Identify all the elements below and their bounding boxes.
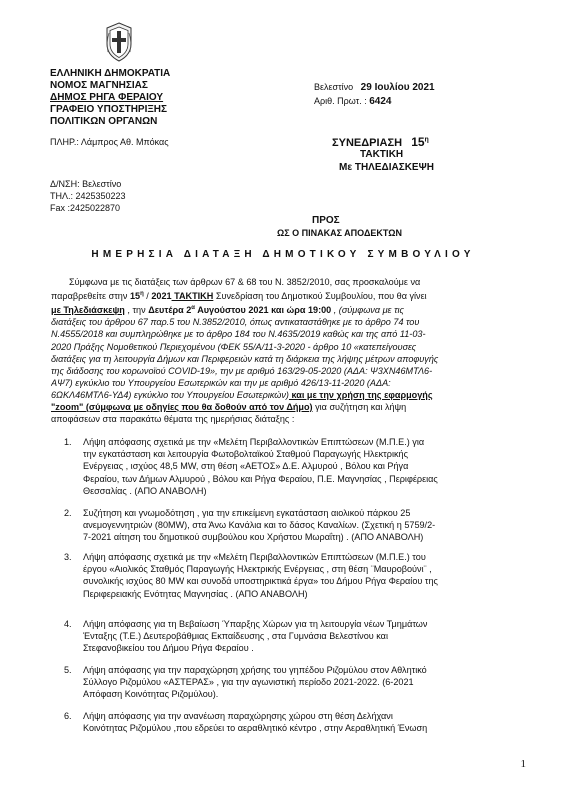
agenda-item-line: Θεσσαλίας . (ΑΠΟ ΑΝΑΒΟΛΗ) bbox=[83, 485, 207, 496]
header-office: ΓΡΑΦΕΙΟ ΥΠΟΣΤΗΡΙΞΗΣ bbox=[50, 104, 168, 115]
agenda-item-line: ανεμογεννητριών (80MW), στα Άνω Κανάλια και το δάσος Καναλίων. (Σχετική η 5759/2- bbox=[83, 520, 436, 531]
protocol-line bbox=[314, 96, 391, 107]
header-municipality: ΔΗΜΟΣ ΡΗΓΑ ΦΕΡΑΙΟΥ bbox=[50, 92, 164, 103]
agenda-item-line: έργου «Αιολικός Σταθμός Παραγωγής Ηλεκτρικής Ενέργειας , στη θέση ¨Μαυροβούνι¨ , bbox=[83, 564, 432, 575]
agenda-item-line: Συζήτηση και γνωμοδότηση , για την επικείμενη εγκατάσταση αιολικού πάρκου 25 bbox=[83, 508, 411, 518]
header-address: Δ/ΝΣΗ: Βελεστίνο bbox=[50, 179, 122, 189]
session-number: 15 bbox=[411, 135, 425, 149]
agenda-item-number: 5. bbox=[64, 665, 72, 675]
agenda-item-line: Ένταξης (Τ.Ε.) Δευτεροβάθμιας Εκπαίδευσης , στα Γυμνάσια Βελεστίνου και bbox=[83, 631, 388, 642]
intro-text: Συνεδρίαση του Δημοτικού Συμβουλίου, που θα γίνει bbox=[213, 291, 427, 302]
agenda-item-number: 3. bbox=[64, 552, 72, 562]
intro-line: ΑΨ7) εγκύκλιο του Υπουργείου Εσωτερικών και την με αριθμό 426/13-11-2020 (ΑΔΑ: bbox=[51, 377, 391, 388]
intro-text: / bbox=[143, 291, 152, 302]
agenda-item-line: Απόφαση Κοινότητας Ριζομύλου). bbox=[83, 689, 219, 700]
teleconference-label: με Τηλεδιάσκεψη bbox=[51, 305, 125, 316]
intro-line: διατάξεις για τη λειτουργία Δήμων και Περιφερειών κατά τη διάρκεια της λήψης μέτρων αποφυγής bbox=[51, 353, 439, 364]
header-prefecture: ΝΟΜΟΣ ΜΑΓΝΗΣΙΑΣ bbox=[50, 80, 148, 91]
session-title bbox=[332, 135, 429, 149]
agenda-item-line: Λήψη απόφασης για την ανανέωση παραχώρησης χώρου στη θέση Δελήχανι bbox=[83, 711, 393, 721]
intro-line bbox=[51, 389, 513, 401]
intro-text: παραβρεθείτε στην bbox=[51, 291, 130, 302]
agenda-item-line: Στεφανοβικείου του Δήμου Ρήγα Φεραίου . bbox=[83, 643, 254, 654]
header-country: ΕΛΛΗΝΙΚΗ ΔΗΜΟΚΡΑΤΙΑ bbox=[50, 68, 171, 79]
session-number-suffix: η bbox=[424, 136, 429, 144]
intro-line: Σύμφωνα με τις διατάξεις των άρθρων 67 & 68 του Ν. 3852/2010, σας προσκαλούμε να bbox=[69, 277, 421, 287]
header-phone: ΤΗΛ.: 2425350223 bbox=[50, 191, 126, 201]
agenda-item-line: συνολικής ισχύος 80 MW και συνοδά υποστηρικτικά έργα» του Δήμου Ρήγα Φεραίου της bbox=[83, 576, 438, 587]
intro-paragraph bbox=[51, 276, 513, 425]
agenda-item-number: 1. bbox=[64, 437, 72, 447]
meeting-day: Δευτέρα 2 bbox=[148, 305, 192, 316]
header-office-2: ΠΟΛΙΤΙΚΩΝ ΟΡΓΑΝΩΝ bbox=[50, 116, 158, 127]
agenda-item-line: Περιφερειακής Ενότητας Μαγνησίας . (ΑΠΟ ΑΝΑΒΟΛΗ) bbox=[83, 588, 308, 599]
header-contact-person: ΠΛΗΡ.: Λάμπρος Αθ. Μπόκας bbox=[50, 137, 169, 147]
agenda-item-line: Ενέργειας , ισχύος 48,5 MW, στη θέση «ΑΕΤΟΣ» Δ.Ε. Αλμυρού , Βόλου και Ρήγα bbox=[83, 461, 409, 472]
protocol-number: 6424 bbox=[369, 96, 392, 107]
page-number: 1 bbox=[520, 758, 526, 770]
agenda-item-number: 4. bbox=[64, 619, 72, 629]
intro-line: Ν.4555/2018 και συμπληρώθηκε με το άρθρο 184 του Ν.4635/2019 καθώς και της από 11-03- bbox=[51, 329, 426, 340]
greek-coat-of-arms-icon bbox=[104, 22, 134, 62]
intro-line: αποφάσεων στα παρακάτω θέματα της ημερήσιας διάταξης : bbox=[51, 414, 295, 425]
session-ref-suffix: η bbox=[140, 291, 144, 298]
recipients-to: ΠΡΟΣ bbox=[312, 215, 340, 226]
date-value: 29 Ιουλίου 2021 bbox=[360, 82, 435, 93]
intro-line: διατάξεις του άρθρου 67 παρ.5 του Ν.3852/2010, όπως αντικαταστάθηκε με το άρθρο 74 του bbox=[51, 317, 420, 328]
intro-text: , την bbox=[124, 305, 149, 316]
intro-text: για συζήτηση και λήψη bbox=[312, 402, 407, 412]
intro-line bbox=[51, 302, 513, 316]
intro-line: της διάδοσης του κορωνοϊού COVID-19», την με αριθμό 163/29-05-2020 (ΑΔΑ: Ψ3ΧΝ46ΜΤΛ6- bbox=[51, 365, 433, 376]
date-label: Βελεστίνο bbox=[314, 82, 354, 92]
agenda-item-line: Σύλλογο Ριζομύλου «ΑΣΤΕΡΑΣ» , για την αγωνιστική περίοδο 2021-2022. (6-2021 bbox=[83, 677, 414, 688]
agenda-item-number: 2. bbox=[64, 508, 72, 518]
intro-text: 6ΩΚΛ46ΜΤΛ6-ΥΔ4) εγκύκλιο του Υπουργείου Εσωτερικών) bbox=[51, 389, 289, 400]
intro-line bbox=[51, 401, 513, 413]
session-ref-year: 2021 bbox=[151, 291, 172, 302]
session-type: ΤΑΚΤΙΚΗ bbox=[360, 149, 404, 160]
agenda-title: ΗΜΕΡΗΣΙΑ ΔΙΑΤΑΞΗ ΔΗΜΟΤΙΚΟΥ ΣΥΜΒΟΥΛΙΟΥ bbox=[91, 249, 475, 260]
intro-line bbox=[51, 288, 513, 302]
session-label: ΣΥΝΕΔΡΙΑΣΗ bbox=[332, 137, 403, 149]
protocol-label: Αριθ. Πρωτ. : bbox=[314, 96, 367, 106]
zoom-usage: και με την χρήση της εφαρμογής bbox=[288, 389, 433, 400]
meeting-day-suffix: α bbox=[191, 305, 195, 312]
agenda-item-line: Λήψη απόφασης για τη Βεβαίωση Ύπαρξης Χώρων για τη λειτουργία νέων Τμημάτων bbox=[83, 619, 428, 629]
agenda-item-line: 7-2021 αίτηση του δημοτικού συμβούλου κου Χρήστου Μωραΐτη) . (ΑΠΟ ΑΝΑΒΟΛΗ) bbox=[83, 532, 424, 543]
agenda-item-line: Λήψη απόφασης σχετικά με την «Μελέτη Περιβαλλοντικών Επιπτώσεων (Μ.Π.Ε.) για bbox=[83, 437, 425, 447]
meeting-date-time: Αυγούστου 2021 και ώρα 19:00 bbox=[195, 305, 332, 316]
session-ref-type: ΤΑΚΤΙΚΗ bbox=[171, 291, 214, 302]
agenda-item-line: Λήψη απόφασης σχετικά με την «Μελέτη Περιβαλλοντικών Επιπτώσεων (Μ.Π.Ε.) του bbox=[83, 552, 426, 562]
recipients-list: ΩΣ Ο ΠΙΝΑΚΑΣ ΑΠΟΔΕΚΤΩΝ bbox=[277, 228, 402, 238]
header-fax: Fax :2425022870 bbox=[50, 203, 121, 213]
agenda-item-line: την εγκατάσταση και λειτουργία Φωτοβολταϊκού Σταθμού Παραγωγής Ηλεκτρικής bbox=[83, 449, 408, 460]
date-line bbox=[314, 82, 435, 93]
agenda-item-line: Φεραίου, των Δήμων Αλμυρού , Βόλου και Ρήγα Φεραίου, Π.Ε. Μαγνησίας , Περιφέρειας bbox=[83, 473, 438, 484]
agenda-item-line: Λήψη απόφασης για την παραχώρηση χρήσης του γηπέδου Ριζομύλου στον Αθλητικό bbox=[83, 665, 427, 675]
session-mode: Με ΤΗΛΕΔΙΑΣΚΕΨΗ bbox=[339, 162, 434, 173]
intro-line: 2020 Πράξης Νομοθετικού Περιεχομένου (ΦΕΚ 55/Α/11-3-2020 - άρθρο 10 «κατεπείγουσες bbox=[51, 341, 417, 352]
agenda-item-line: Κοινότητας Ριζομύλου ,που εδρεύει το αεραθλητικό κέντρο , στην Αεραθλητική Ένωση bbox=[83, 723, 428, 734]
intro-text: , (σύμφωνα με τις bbox=[331, 305, 404, 316]
session-ref-number: 15 bbox=[129, 291, 141, 302]
agenda-item-number: 6. bbox=[64, 711, 72, 721]
zoom-instructions: "zoom" (σύμφωνα με οδηγίες που θα δοθούν από τον Δήμο) bbox=[51, 402, 313, 412]
